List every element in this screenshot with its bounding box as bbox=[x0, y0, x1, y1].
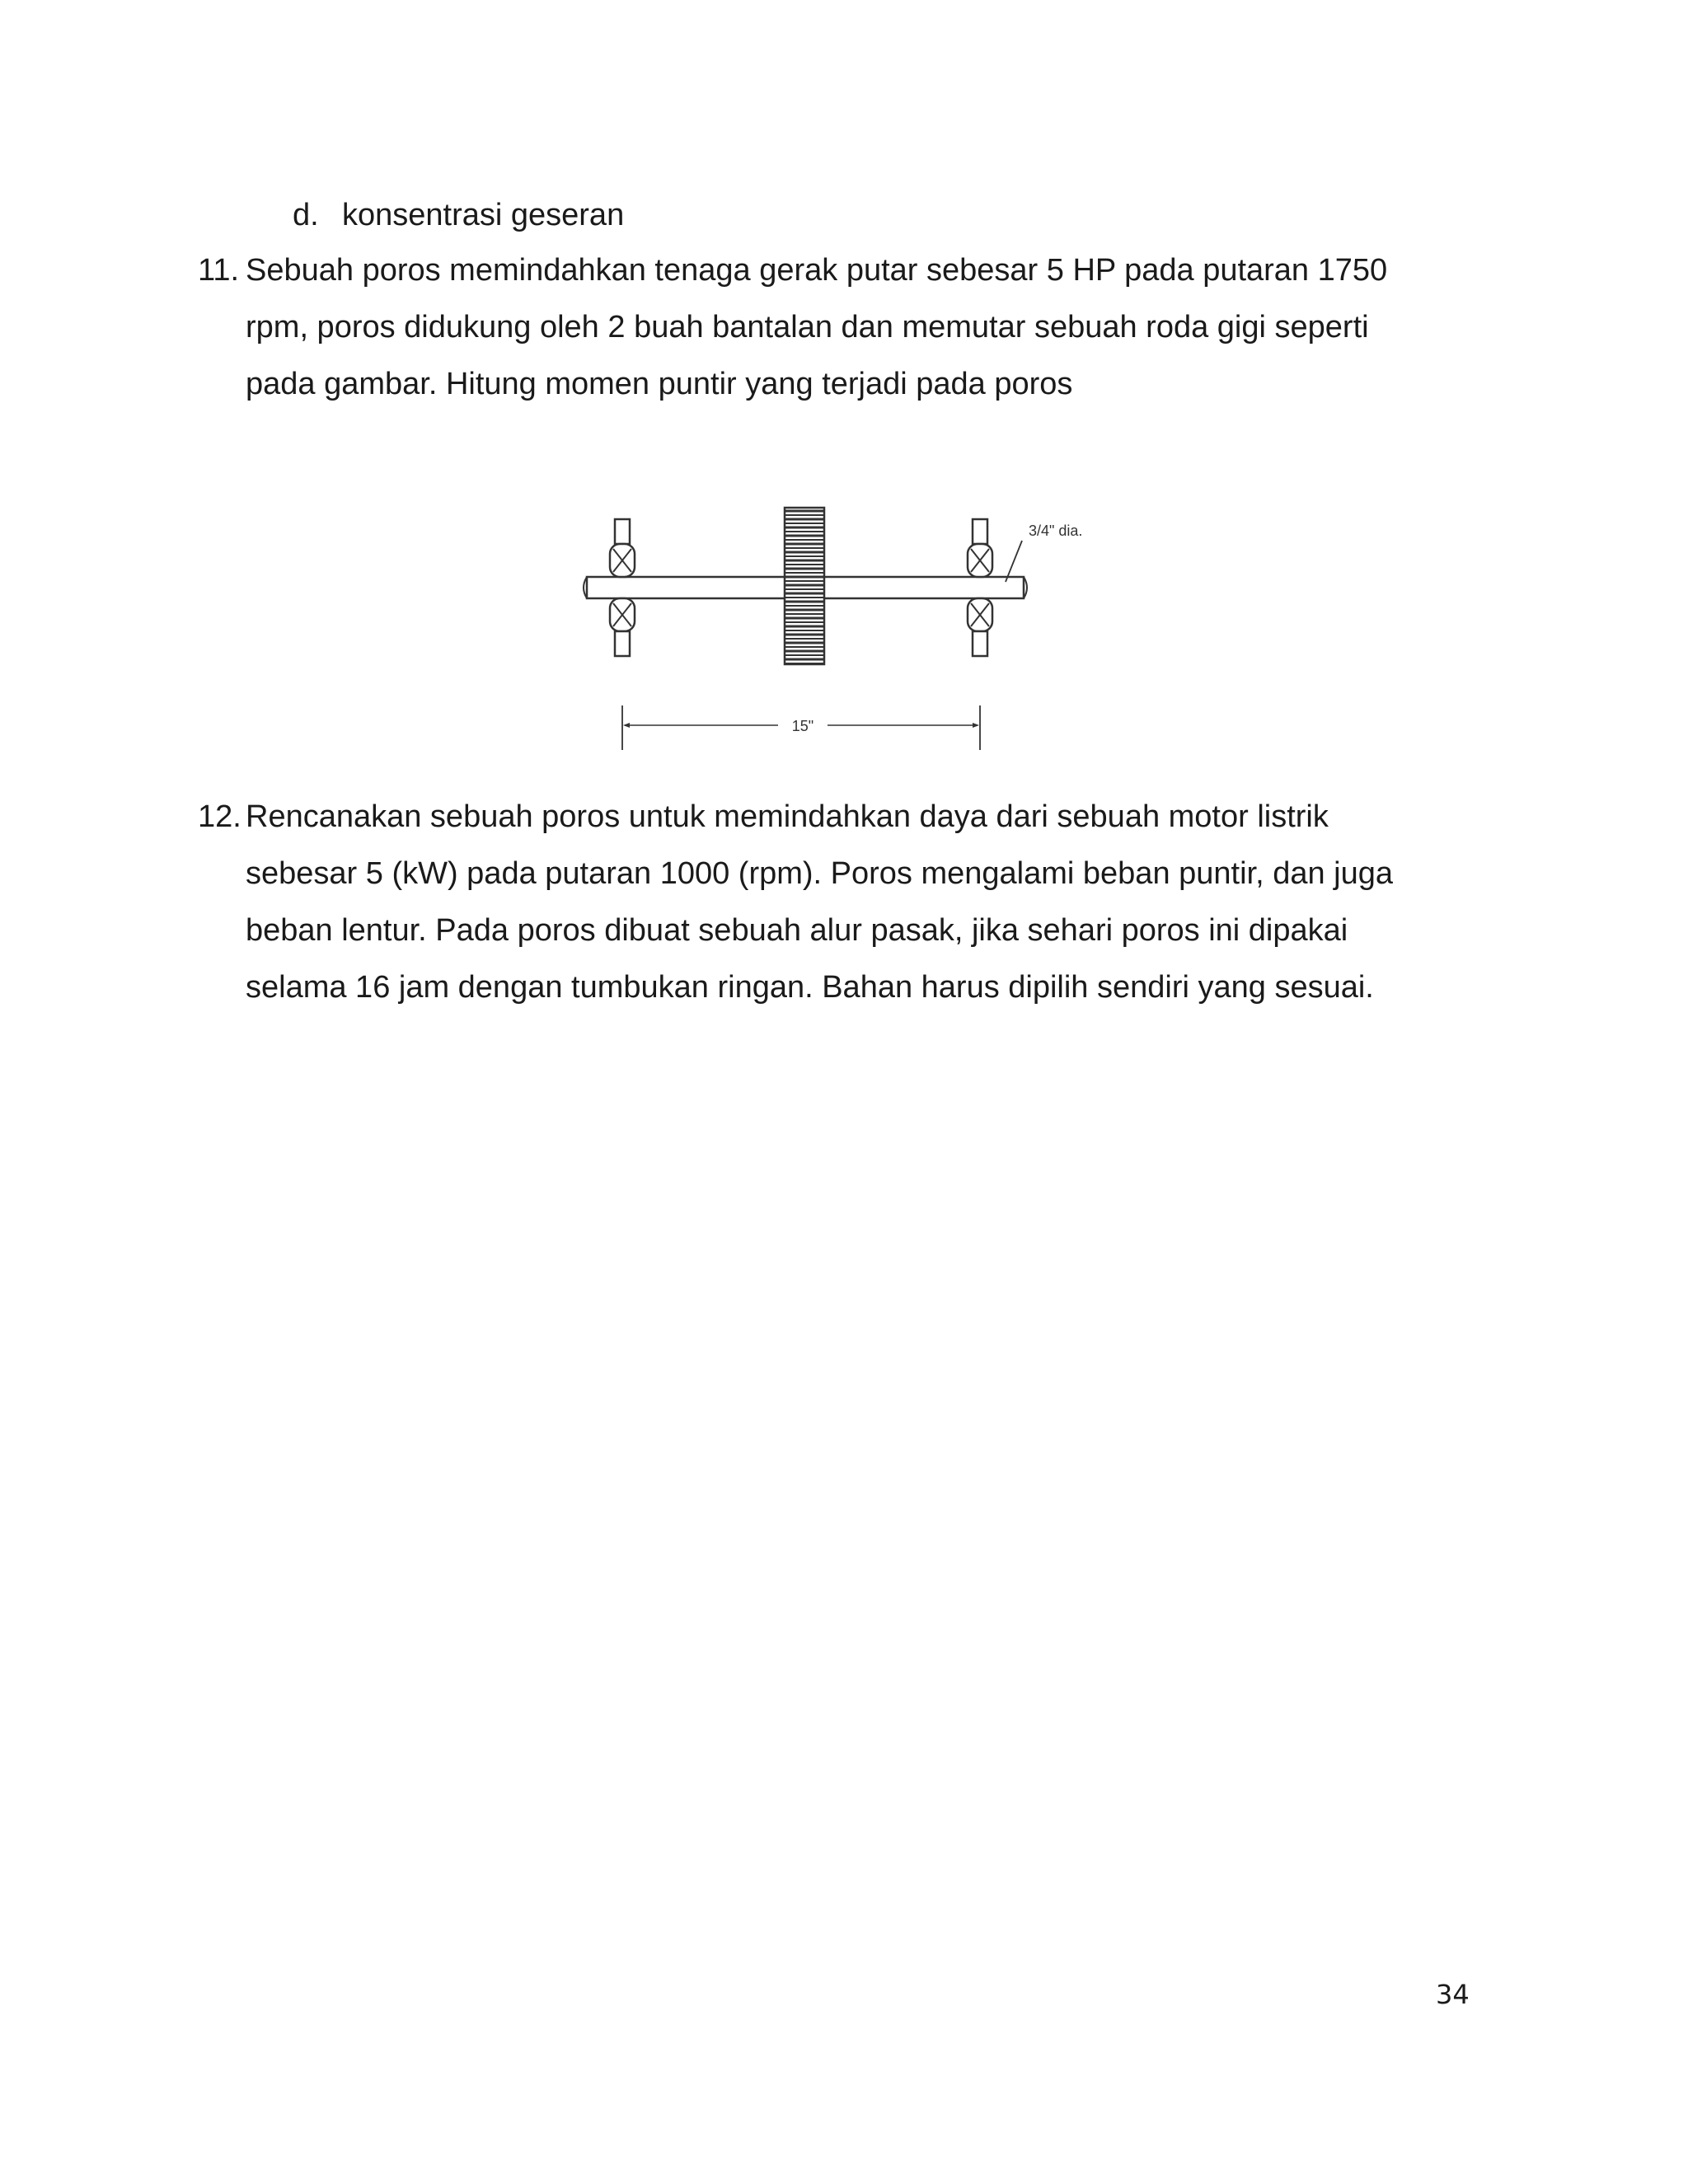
question-11-line-3: pada gambar. Hitung momen puntir yang terjadi pada poros bbox=[246, 367, 1073, 401]
shaft-diagram bbox=[577, 501, 1121, 758]
question-12-number: 12. bbox=[198, 799, 241, 834]
question-11-number: 11. bbox=[198, 253, 240, 288]
option-d-text: konsentrasi geseran bbox=[342, 198, 625, 232]
question-12-line-1: Rencanakan sebuah poros untuk memindahkan daya dari sebuah motor listrik bbox=[246, 799, 1329, 834]
diameter-callout bbox=[1006, 523, 1082, 582]
page-number: 34 bbox=[1436, 1979, 1470, 2010]
question-12-line-3: beban lentur. Pada poros dibuat sebuah alur pasak, jika sehari poros ini dipakai bbox=[246, 913, 1348, 948]
question-11-line-2: rpm, poros didukung oleh 2 buah bantalan dan memutar sebuah roda gigi seperti bbox=[246, 310, 1369, 344]
option-d-marker: d. bbox=[293, 198, 319, 232]
length-label: 15" bbox=[791, 718, 814, 734]
length-dimension bbox=[622, 705, 980, 750]
gear bbox=[785, 508, 824, 664]
question-11-line-1: Sebuah poros memindahkan tenaga gerak putar sebesar 5 HP pada putaran 1750 bbox=[246, 253, 1388, 288]
question-12-line-4: selama 16 jam dengan tumbukan ringan. Bahan harus dipilih sendiri yang sesuai. bbox=[246, 970, 1374, 1005]
question-12-line-2: sebesar 5 (kW) pada putaran 1000 (rpm). Poros mengalami beban puntir, dan juga bbox=[246, 856, 1394, 891]
diameter-label: 3/4" dia. bbox=[1029, 523, 1083, 539]
